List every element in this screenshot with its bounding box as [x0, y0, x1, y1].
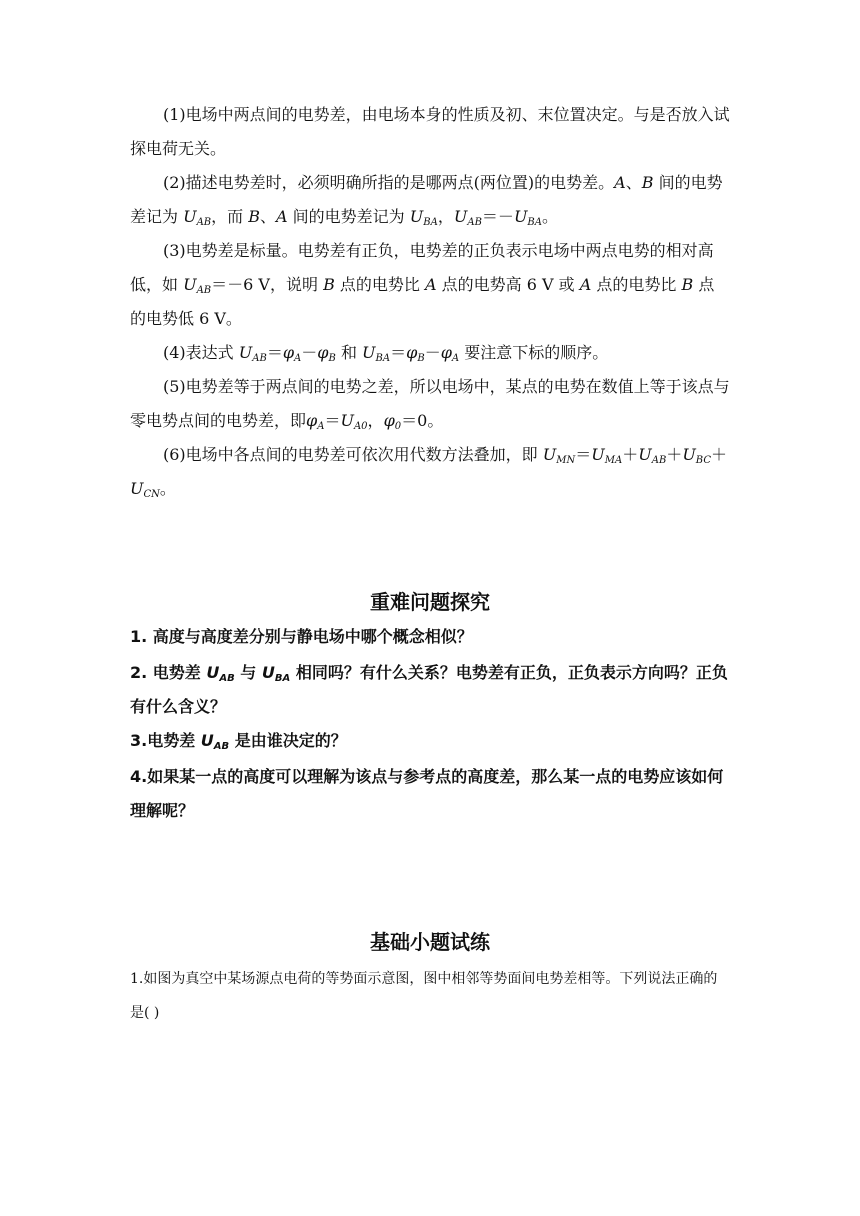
- note-4-text: (4)表达式: [163, 343, 239, 362]
- note-3-text: 点的电势比: [591, 275, 682, 294]
- exploration-question-4: 4.如果某一点的高度可以理解为该点与参考点的高度差，那么某一点的电势应该如何理解呢？: [130, 767, 724, 820]
- subscript: A0: [353, 421, 368, 432]
- question-2-text: 2. 电势差: [130, 663, 207, 682]
- question-3-text: 是由谁决定的？: [229, 731, 347, 750]
- note-6-text: ＋: [622, 445, 639, 464]
- practice-question-1: 1.如图为真空中某场源点电荷的等势面示意图，图中相邻等势面间电势差相等。下列说法正确的是( ): [130, 971, 718, 1021]
- point-label: B: [641, 173, 654, 192]
- voltage-symbol: U: [261, 663, 275, 682]
- subscript: BA: [375, 353, 391, 364]
- note-3-text: 点的电势比: [334, 275, 426, 294]
- voltage-symbol: U: [206, 663, 220, 682]
- note-2-text: (2)描述电势差时，必须明确所指的是哪两点(两位置)的电势差。: [163, 173, 615, 192]
- note-4-text: －: [301, 343, 318, 362]
- question-3-text: 3.电势差: [130, 731, 201, 750]
- voltage-symbol: U: [682, 445, 696, 464]
- note-2-text: ，而: [211, 207, 249, 226]
- voltage-symbol: U: [513, 207, 528, 226]
- note-3-text: 点的电势低 6 V。: [130, 275, 715, 328]
- voltage-symbol: U: [238, 343, 253, 362]
- point-label: B: [681, 275, 694, 294]
- note-4-text: 要注意下标的顺序。: [459, 343, 609, 362]
- voltage-symbol: U: [591, 445, 605, 464]
- subscript: AB: [219, 673, 235, 684]
- note-paragraph-2: [130, 166, 730, 234]
- note-5-text: (5)电势差等于两点间的电势之差，所以电场中，某点的电势在数值上等于该点与零电势点间的电势差，即: [130, 377, 730, 430]
- note-6-text: 。: [159, 479, 176, 498]
- potential-symbol: φ: [440, 343, 452, 362]
- note-3-text: (3)电势差是标量。电势差有正负，电势差的正负表示电场中两点电势的相对高低，如: [130, 241, 714, 294]
- note-2-text: ＝－: [481, 207, 514, 226]
- potential-symbol: φ: [317, 343, 329, 362]
- note-2-text: 、: [260, 207, 277, 226]
- note-4-text: ＝: [266, 343, 283, 362]
- voltage-symbol: U: [130, 479, 144, 498]
- exploration-question-2: [130, 656, 730, 724]
- note-2-text: 间的电势差记为: [287, 207, 410, 226]
- voltage-symbol: U: [183, 207, 197, 226]
- note-6-text: (6)电场中各点间的电势差可依次用代数方法叠加，即: [163, 445, 543, 464]
- subscript: A: [451, 353, 460, 364]
- point-label: A: [614, 173, 626, 192]
- subscript: MN: [556, 455, 576, 466]
- subscript: AB: [213, 741, 230, 752]
- note-paragraph-3: [130, 234, 730, 336]
- potential-symbol: φ: [282, 343, 295, 362]
- potential-symbol: φ: [383, 411, 395, 430]
- potential-symbol: φ: [406, 343, 418, 362]
- note-6-text: ＋: [710, 445, 727, 464]
- voltage-symbol: U: [340, 411, 354, 430]
- note-2-text: ，: [437, 207, 454, 226]
- voltage-symbol: U: [183, 275, 197, 294]
- subscript: AB: [467, 217, 482, 228]
- voltage-symbol: U: [409, 207, 424, 226]
- note-1-text: (1)电场中两点间的电势差，由电场本身的性质及初、末位置决定。与是否放入试探电荷无关。: [130, 105, 730, 158]
- subscript: AB: [196, 217, 212, 228]
- voltage-symbol: U: [542, 445, 557, 464]
- note-paragraph-5: [130, 370, 730, 438]
- section-title-problem-exploration: 重难问题探究: [370, 590, 490, 614]
- note-2-text: 。: [542, 207, 559, 226]
- subscript: A: [294, 353, 302, 364]
- question-2-text: 相同吗？有什么关系？电势差有正负，正负表示方向吗？正负有什么含义？: [130, 663, 728, 716]
- note-5-text: ，: [367, 411, 384, 430]
- subscript: B: [328, 353, 336, 364]
- note-3-text: ＝－6 V，说明: [211, 275, 324, 294]
- point-label: B: [323, 275, 335, 294]
- subscript: AB: [252, 353, 267, 364]
- note-2-text: 间的电势差记为: [130, 173, 723, 226]
- point-label: B: [248, 207, 261, 226]
- point-label: A: [579, 275, 592, 294]
- point-label: A: [276, 207, 288, 226]
- section-title-basic-practice: 基础小题试练: [370, 930, 490, 954]
- subscript: BC: [695, 455, 711, 466]
- subscript: CN: [143, 489, 160, 500]
- subscript: BA: [423, 217, 438, 228]
- note-paragraph-1: [130, 98, 730, 166]
- note-5-text: ＝0。: [401, 411, 444, 430]
- subscript: B: [417, 353, 425, 364]
- subscript: A: [317, 421, 325, 432]
- note-3-text: 点的电势高 6 V 或: [436, 275, 580, 294]
- subscript: AB: [651, 455, 667, 466]
- note-4-text: －: [424, 343, 441, 362]
- note-5-text: ＝: [324, 411, 341, 430]
- subscript: BA: [527, 217, 542, 228]
- note-2-text: 、: [625, 173, 642, 192]
- exploration-question-3: [130, 724, 730, 758]
- question-2-text: 与: [234, 663, 262, 682]
- note-paragraph-4: [130, 336, 730, 370]
- note-6-text: ＋: [666, 445, 683, 464]
- subscript: AB: [196, 285, 212, 296]
- subscript: 0: [394, 421, 402, 432]
- voltage-symbol: U: [200, 731, 214, 750]
- note-paragraph-6: [130, 438, 730, 506]
- voltage-symbol: U: [362, 343, 376, 362]
- point-label: A: [425, 275, 437, 294]
- subscript: MA: [604, 455, 623, 466]
- voltage-symbol: U: [453, 207, 468, 226]
- voltage-symbol: U: [638, 445, 652, 464]
- note-4-text: ＝: [390, 343, 407, 362]
- potential-symbol: φ: [306, 411, 318, 430]
- note-6-text: ＝: [575, 445, 592, 464]
- subscript: BA: [274, 673, 291, 684]
- exploration-question-1: 1. 高度与高度差分别与静电场中哪个概念相似？: [130, 627, 473, 646]
- note-4-text: 和: [335, 343, 363, 362]
